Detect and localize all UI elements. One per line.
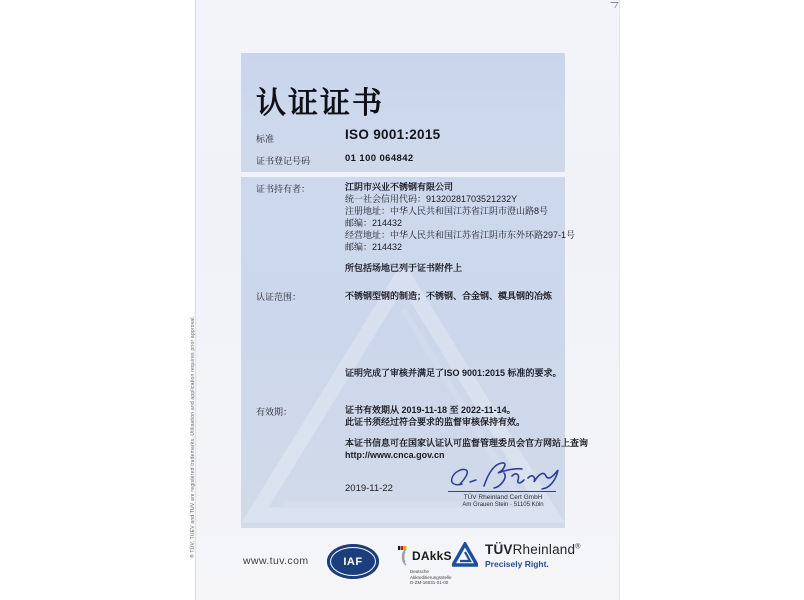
- certificate-title: 认证证书: [256, 87, 384, 120]
- standard-value: ISO 9001:2015: [345, 127, 441, 142]
- scope-value: 不锈钢型钢的制造；不锈钢、合金钢、模具钢的冶炼: [345, 291, 553, 301]
- signature: [446, 460, 562, 492]
- tuv-triangle-icon: [452, 542, 478, 568]
- signature-line: [448, 491, 556, 492]
- holder-credit-code: 统一社会信用代码：91320281703521232Y: [345, 194, 518, 204]
- tuv-registered-mark: ®: [575, 543, 581, 551]
- tuv-brand-rest: Rheinland: [512, 542, 576, 557]
- trademark-side-note: ® TÜV, TUEV and TUV are registered trademarks. Utilisation and application requires prior approval.: [190, 315, 196, 558]
- dakks-logo: [386, 545, 456, 586]
- dakks-subtitle-1: Deutsche: [410, 569, 430, 574]
- dakks-registration: D-ZM-16031-01-00: [410, 580, 449, 585]
- validity-label: 有效期：: [256, 407, 293, 417]
- dakks-subtitle-2: Akkreditierungsstelle: [410, 574, 452, 580]
- tuv-rheinland-logo: [452, 542, 581, 569]
- standard-label: 标准: [256, 134, 275, 144]
- registration-label: 证书登记号码: [256, 156, 311, 166]
- holder-label: 证书持有者：: [256, 184, 311, 194]
- registration-value: 01 100 064842: [345, 153, 414, 164]
- tuv-brand-text: [485, 542, 581, 557]
- holder-registered-address: 注册地址：中华人民共和国江苏省江阴市澄山路8号: [345, 206, 549, 216]
- holder-name: 江阴市兴业不锈钢有限公司: [345, 182, 454, 192]
- holder-postcode-2: 邮编：214432: [345, 242, 403, 252]
- holder-postcode-1: 邮编：214432: [345, 218, 403, 228]
- cnca-info: 本证书信息可在国家认证认可监督管理委员会官方网站上查询: [345, 438, 589, 448]
- scope-label: 认证范围：: [256, 292, 302, 302]
- dakks-logo-text: DAkkS: [412, 549, 452, 563]
- iaf-logo-text: IAF: [343, 555, 363, 568]
- cnca-url: http://www.cnca.gov.cn: [345, 450, 445, 460]
- tuv-tagline: Precisely Right.: [485, 559, 549, 569]
- audit-statement: 证明完成了审核并满足了ISO 9001:2015 标准的要求。: [345, 368, 562, 378]
- issuer-address: Am Grauen Stein · 51105 Köln: [462, 502, 544, 508]
- validity-period: 证书有效期从 2019-11-18 至 2022-11-14。: [345, 405, 516, 415]
- validity-condition: 此证书须经过符合要求的监督审核保持有效。: [345, 417, 526, 427]
- issue-date: 2019-11-22: [345, 483, 393, 494]
- issuer-name: TÜV Rheinland Cert GmbH: [463, 494, 543, 501]
- iaf-logo-ring: [330, 547, 376, 576]
- holder-annex-note: 所包括场地已列于证书附件上: [345, 263, 463, 273]
- holder-business-address: 经营地址：中华人民共和国江苏省江阴市东外环路297-1号: [345, 230, 576, 240]
- dakks-arcs-icon: [386, 545, 410, 569]
- tuv-website: www.tuv.com: [243, 555, 309, 567]
- tuv-brand-bold: TÜV: [485, 542, 513, 557]
- iaf-logo: [327, 544, 379, 579]
